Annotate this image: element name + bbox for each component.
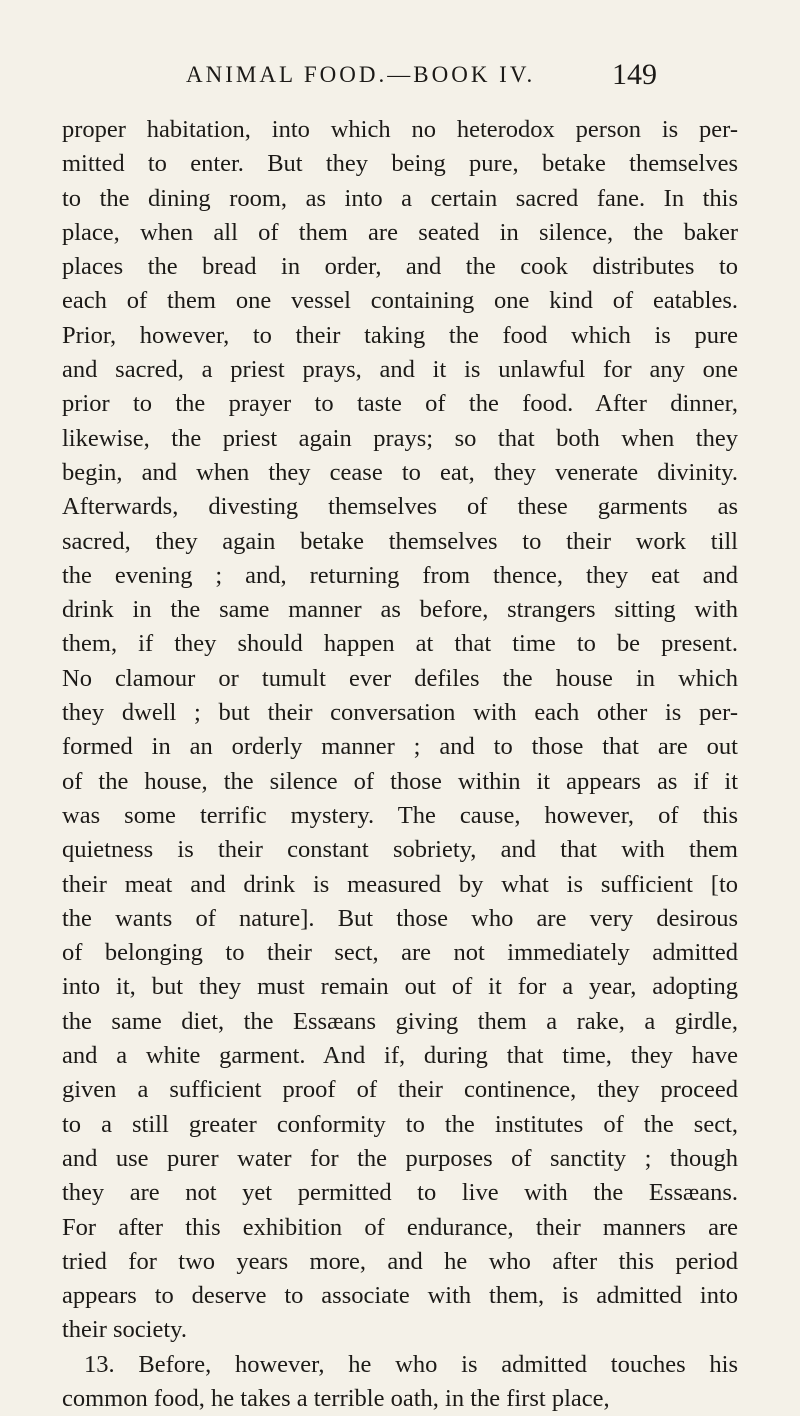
text-line: drink in the same manner as before, strangers sitting with: [62, 596, 738, 624]
page-header: [0, 58, 800, 98]
text-line: sacred, they again betake themselves to their work till: [62, 527, 738, 555]
text-line: proper habitation, into which no heterodox person is per-: [62, 116, 738, 143]
text-line: For after this exhibition of endurance, their manners are: [62, 1213, 738, 1241]
text-line: their meat and drink is measured by what is sufficient [to: [62, 870, 738, 898]
text-line: formed in an orderly manner ; and to those that are out: [62, 733, 738, 761]
text-line: each of them one vessel containing one kind of eatables.: [62, 287, 738, 315]
text-line: of the house, the silence of those within it appears as if it: [62, 767, 738, 795]
text-line: mitted to enter. But they being pure, betake themselves: [62, 150, 738, 178]
page-number: 149: [612, 58, 657, 91]
text-line: of belonging to their sect, are not immediately admitted: [62, 939, 738, 967]
text-line: into it, but they must remain out of it for a year, adopting: [62, 973, 738, 1001]
text-line: their society.: [62, 1316, 187, 1344]
text-line: Prior, however, to their taking the food which is pure: [62, 321, 738, 349]
running-head: ANIMAL FOOD.—BOOK IV.: [186, 62, 536, 87]
text-line: and use purer water for the purposes of sanctity ; though: [62, 1144, 738, 1172]
text-line: 13. Before, however, he who is admitted touches his: [84, 1350, 738, 1378]
text-line: place, when all of them are seated in silence, the baker: [62, 218, 738, 246]
text-line: and a white garment. And if, during that time, they have: [62, 1042, 738, 1070]
text-line: common food, he takes a terrible oath, in the first place,: [62, 1384, 610, 1412]
text-line: likewise, the priest again prays; so that both when they: [62, 424, 738, 452]
text-line: prior to the prayer to taste of the food. After dinner,: [62, 390, 738, 418]
text-line: they are not yet permitted to live with the Essæans.: [62, 1179, 738, 1207]
text-line: to a still greater conformity to the institutes of the sect,: [62, 1110, 738, 1138]
text-line: begin, and when they cease to eat, they venerate divinity.: [62, 458, 738, 486]
body-text: [62, 113, 738, 1416]
text-line: them, if they should happen at that time to be present.: [62, 630, 738, 658]
text-line: the same diet, the Essæans giving them a rake, a girdle,: [62, 1007, 738, 1035]
text-line: appears to deserve to associate with them, is admitted into: [62, 1282, 738, 1310]
text-line: quietness is their constant sobriety, and that with them: [62, 836, 738, 864]
text-line: given a sufficient proof of their continence, they proceed: [62, 1076, 738, 1104]
text-line: Afterwards, divesting themselves of these garments as: [62, 493, 738, 521]
text-line: to the dining room, as into a certain sacred fane. In this: [62, 184, 738, 212]
text-line: places the bread in order, and the cook distributes to: [62, 253, 738, 281]
text-line: No clamour or tumult ever defiles the house in which: [62, 664, 738, 692]
text-line: and sacred, a priest prays, and it is unlawful for any one: [62, 356, 738, 384]
text-line: tried for two years more, and he who after this period: [62, 1247, 738, 1275]
text-line: was some terrific mystery. The cause, however, of this: [62, 801, 738, 829]
text-line: they dwell ; but their conversation with each other is per-: [62, 699, 738, 727]
text-line: the wants of nature]. But those who are very desirous: [62, 904, 738, 932]
text-line: the evening ; and, returning from thence, they eat and: [62, 561, 738, 589]
